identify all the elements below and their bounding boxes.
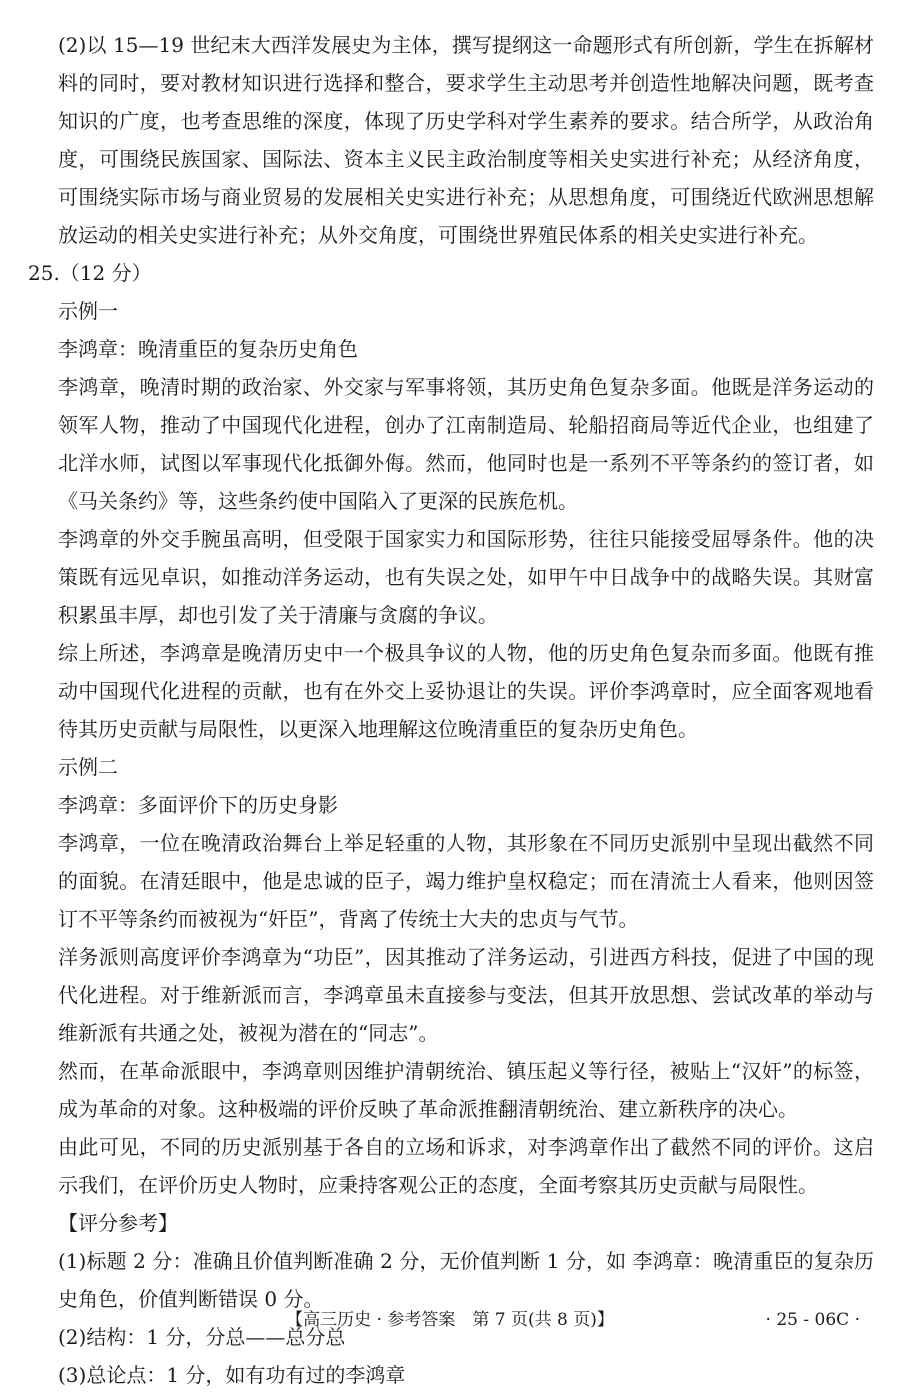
paragraph: 洋务派则高度评价李鸿章为“功臣”，因其推动了洋务运动，引进西方科技，促进了中国的现代化进程。对于维新派而言，李鸿章虽未直接参与变法，但其开放思想、尝试改革的举动与维新派有共通之处，被视为潜在的“同志”。 [58, 945, 874, 1045]
paragraph: 李鸿章：多面评价下的历史身影 [58, 793, 338, 817]
paragraph: (2)以 15—19 世纪末大西洋发展史为主体，撰写提纲这一命题形式有所创新，学生在拆解材料的同时，要对教材知识进行选择和整合，要求学生主动思考并创造性地解决问题，既考查知识的广度，也考查思维的深度，体现了历史学科对学生素养的要求。结合所学，从政治角度，可围绕民族国家、国际法、资本主义民主政治制度等相关史实进行补充；从经济角度，可围绕实际市场与商业贸易的发展相关史实进行补充；从思想角度，可围绕近代欧洲思想解放运动的相关史实进行补充；从外交角度，可围绕世界殖民体系的相关史实进行补充。 [58, 33, 874, 247]
paragraph: 示例一 [58, 299, 118, 323]
paragraph: 李鸿章，晚清时期的政治家、外交家与军事将领，其历史角色复杂多面。他既是洋务运动的领军人物，推动了中国现代化进程，创办了江南制造局、轮船招商局等近代企业，也组建了北洋水师，试图以军事现代化抵御外侮。然而，他同时也是一系列不平等条约的签订者，如《马关条约》等，这些条约使中国陷入了更深的民族危机。 [58, 375, 874, 513]
paragraph: 李鸿章的外交手腕虽高明，但受限于国家实力和国际形势，往往只能接受屈辱条件。他的决策既有远见卓识，如推动洋务运动，也有失误之处，如甲午中日战争中的战略失误。其财富积累虽丰厚，却也引发了关于清廉与贪腐的争议。 [58, 527, 874, 627]
paragraph: 然而，在革命派眼中，李鸿章则因维护清朝统治、镇压起义等行径，被贴上“汉奸”的标签，成为革命的对象。这种极端的评价反映了革命派推翻清朝统治、建立新秩序的决心。 [58, 1059, 874, 1121]
question-number: 25.（12 分） [28, 261, 152, 285]
paragraph: 李鸿章：晚清重臣的复杂历史角色 [58, 337, 358, 361]
paragraph: 李鸿章，一位在晚清政治舞台上举足轻重的人物，其形象在不同历史派别中呈现出截然不同的面貌。在清廷眼中，他是忠诚的臣子，竭力维护皇权稳定；而在清流士人看来，他则因签订不平等条约而被视为“奸臣”，背离了传统士大夫的忠贞与气节。 [58, 831, 874, 931]
answer-content [28, 26, 874, 1394]
paragraph: 示例二 [58, 755, 118, 779]
page-footer [0, 1306, 900, 1334]
footer-paper-code: · 25 - 06C · [765, 1310, 860, 1330]
footer-page-info: 【高三历史 · 参考答案 第 7 页(共 8 页)】 [286, 1310, 614, 1330]
paragraph: 由此可见，不同的历史派别基于各自的立场和诉求，对李鸿章作出了截然不同的评价。这启示我们，在评价历史人物时，应秉持客观公正的态度，全面考察其历史贡献与局限性。 [58, 1135, 874, 1197]
paragraph: 【评分参考】 [58, 1211, 178, 1235]
paragraph: (3)总论点：1 分，如有功有过的李鸿章 [58, 1363, 406, 1387]
paragraph: (2)结构：1 分，分总——总分总 [58, 1325, 346, 1349]
paragraph: 综上所述，李鸿章是晚清历史中一个极具争议的人物，他的历史角色复杂而多面。他既有推动中国现代化进程的贡献，也有在外交上妥协退让的失误。评价李鸿章时，应全面客观地看待其历史贡献与局限性，以更深入地理解这位晚清重臣的复杂历史角色。 [58, 641, 874, 741]
paragraph: (1)标题 2 分：准确且价值判断准确 2 分，无价值判断 1 分，如 李鸿章：晚清重臣的复杂历史角色，价值判断错误 0 分。 [58, 1249, 874, 1311]
